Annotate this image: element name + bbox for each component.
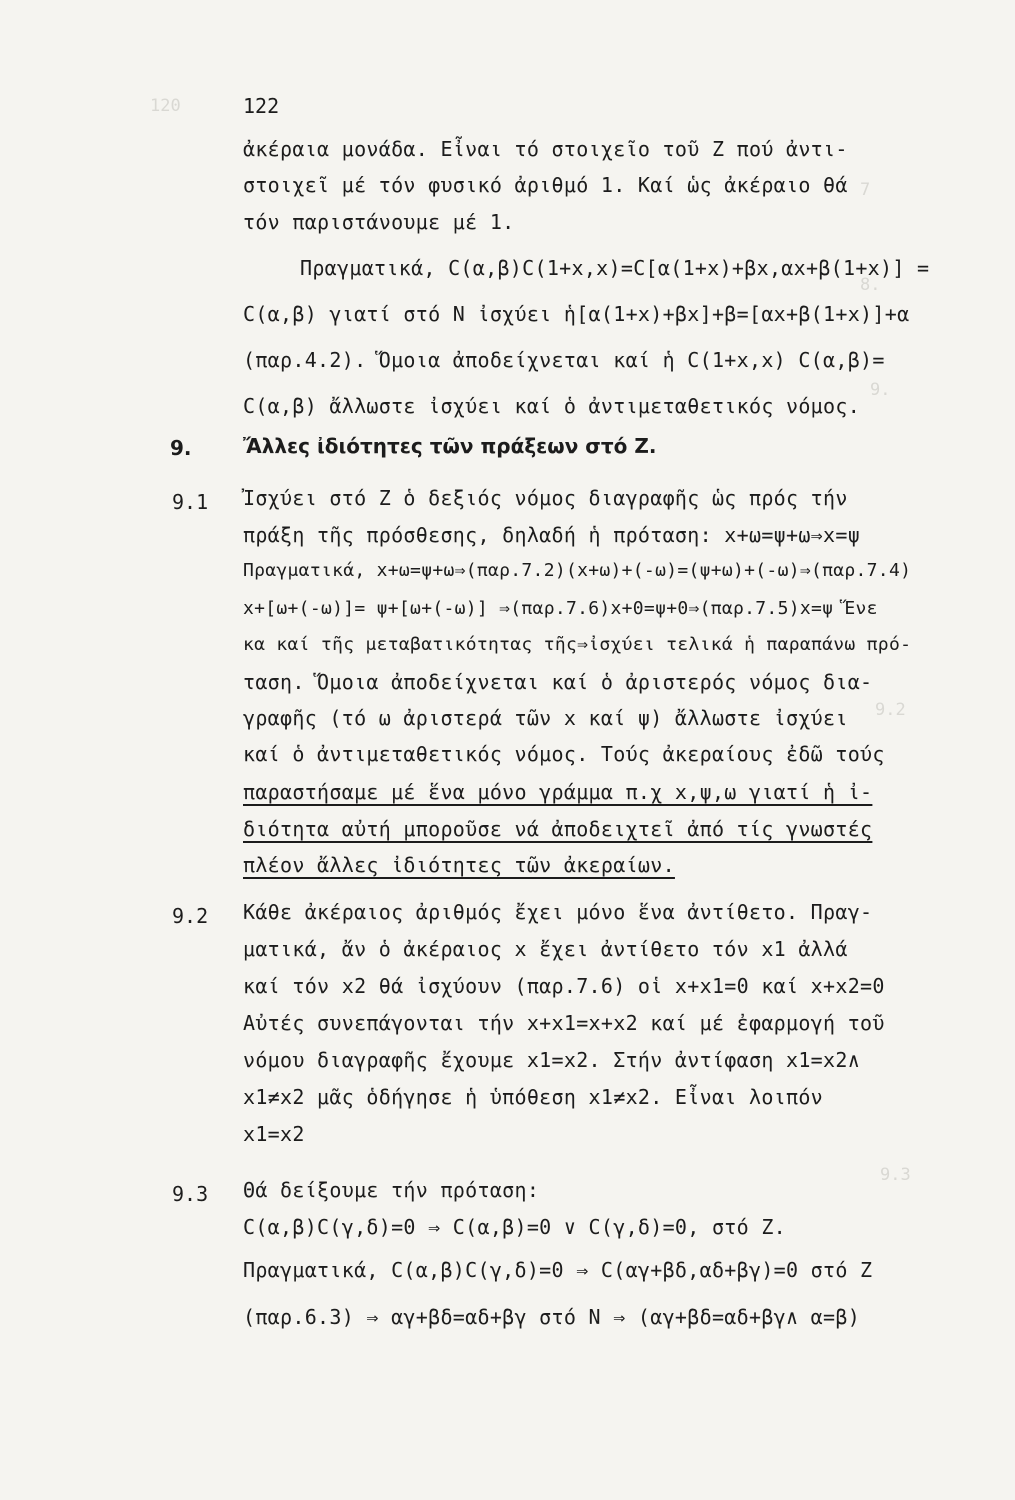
body-line: (παρ.4.2). Ὅμοια ἀποδείχνεται καί ἡ C(1+x,x) C(α,β)= bbox=[243, 348, 885, 372]
section-title: Ἄλλες ἰδιότητες τῶν πράξεων στό Ζ. bbox=[243, 434, 657, 458]
subsection-number: 9.3 bbox=[172, 1182, 209, 1206]
body-line: C(α,β) ἄλλωστε ἰσχύει καί ὁ ἀντιμεταθετικός νόμος. bbox=[243, 394, 861, 418]
body-line: x1=x2 bbox=[243, 1122, 305, 1146]
body-line: παραστήσαμε μέ ἕνα μόνο γράμμα π.χ x,ψ,ω γιατί ἡ ἰ- bbox=[243, 780, 873, 804]
body-line: Πραγματικά, C(α,β)C(γ,δ)=0 ⇒ C(αγ+βδ,αδ+βγ)=0 στό Ζ bbox=[243, 1258, 873, 1282]
body-line: Κάθε ἀκέραιος ἀριθμός ἔχει μόνο ἕνα ἀντίθετο. Πραγ- bbox=[243, 900, 873, 924]
bleed-through-text: 9.2 bbox=[875, 700, 906, 720]
subsection-number: 9.1 bbox=[172, 490, 209, 514]
body-line: x+[ω+(-ω)]= ψ+[ω+(-ω)] ⇒(παρ.7.6)x+0=ψ+0⇒(παρ.7.5)x=ψ Ἕνε bbox=[243, 598, 878, 619]
bleed-through-text: 9.3 bbox=[880, 1165, 911, 1185]
body-line: τόν παριστάνουμε μέ 1. bbox=[243, 210, 515, 234]
body-line: πράξη τῆς πρόσθεσης, δηλαδή ἡ πρόταση: x+ω=ψ+ω⇒x=ψ bbox=[243, 523, 861, 547]
body-line: C(α,β) γιατί στό Ν ἰσχύει ἡ[α(1+x)+βx]+β=[αx+β(1+x)]+α bbox=[243, 302, 910, 326]
bleed-through-text: 120 bbox=[150, 96, 181, 116]
body-line: C(α,β)C(γ,δ)=0 ⇒ C(α,β)=0 ∨ C(γ,δ)=0, στό Ζ. bbox=[243, 1215, 787, 1239]
body-line: ματικά, ἄν ὁ ἀκέραιος x ἔχει ἀντίθετο τόν x1 ἀλλά bbox=[243, 937, 848, 961]
body-line: νόμου διαγραφῆς ἔχουμε x1=x2. Στήν ἀντίφαση x1=x2∧ bbox=[243, 1048, 861, 1072]
body-line: πλέον ἄλλες ἰδιότητες τῶν ἀκεραίων. bbox=[243, 853, 675, 877]
body-line: x1≠x2 μᾶς ὁδήγησε ἡ ὑπόθεση x1≠x2. Εἶναι λοιπόν bbox=[243, 1085, 824, 1109]
body-line: Ἰσχύει στό Ζ ὁ δεξιός νόμος διαγραφῆς ὡς πρός τήν bbox=[243, 486, 848, 510]
bleed-through-text: 8. bbox=[860, 275, 881, 295]
body-line: Θά δείξουμε τήν πρόταση: bbox=[243, 1178, 540, 1202]
body-line: διότητα αὐτή μποροῦσε νά ἀποδειχτεῖ ἀπό τίς γνωστές bbox=[243, 817, 873, 841]
subsection-number: 9.2 bbox=[172, 904, 209, 928]
bleed-through-text: 7 bbox=[860, 180, 871, 200]
body-line: Αὐτές συνεπάγονται τήν x+x1=x+x2 καί μέ ἐφαρμογή τοῦ bbox=[243, 1011, 885, 1035]
body-line: καί ὁ ἀντιμεταθετικός νόμος. Τούς ἀκεραίους ἐδῶ τούς bbox=[243, 742, 885, 766]
body-line: καί τόν x2 θά ἰσχύουν (παρ.7.6) οἱ x+x1=0 καί x+x2=0 bbox=[243, 974, 885, 998]
body-line: γραφῆς (τό ω ἀριστερά τῶν x καί ψ) ἄλλωστε ἰσχύει bbox=[243, 706, 848, 730]
bleed-through-text: 9. bbox=[870, 380, 891, 400]
body-line: ἀκέραια μονάδα. Εἶναι τό στοιχεῖο τοῦ Ζ πού ἀντι- bbox=[243, 137, 848, 161]
body-line: (παρ.6.3) ⇒ αγ+βδ=αδ+βγ στό Ν ⇒ (αγ+βδ=αδ+βγ∧ α=β) bbox=[243, 1305, 861, 1329]
body-line: Πραγματικά, x+ω=ψ+ω⇒(παρ.7.2)(x+ω)+(-ω)=(ψ+ω)+(-ω)⇒(παρ.7.4) bbox=[243, 560, 912, 581]
body-line: Πραγματικά, C(α,β)C(1+x,x)=C[α(1+x)+βx,αx+β(1+x)] = bbox=[300, 256, 930, 280]
page-number: 122 bbox=[243, 94, 280, 118]
section-number: 9. bbox=[170, 436, 192, 460]
body-line: στοιχεῖ μέ τόν φυσικό ἀριθμό 1. Καί ὡς ἀκέραιο θά bbox=[243, 173, 848, 197]
body-line: ταση. Ὅμοια ἀποδείχνεται καί ὁ ἀριστερός νόμος δια- bbox=[243, 670, 873, 694]
body-line: κα καί τῆς μεταβατικότητας τῆς⇒ἰσχύει τελικά ἡ παραπάνω πρό- bbox=[243, 634, 912, 655]
